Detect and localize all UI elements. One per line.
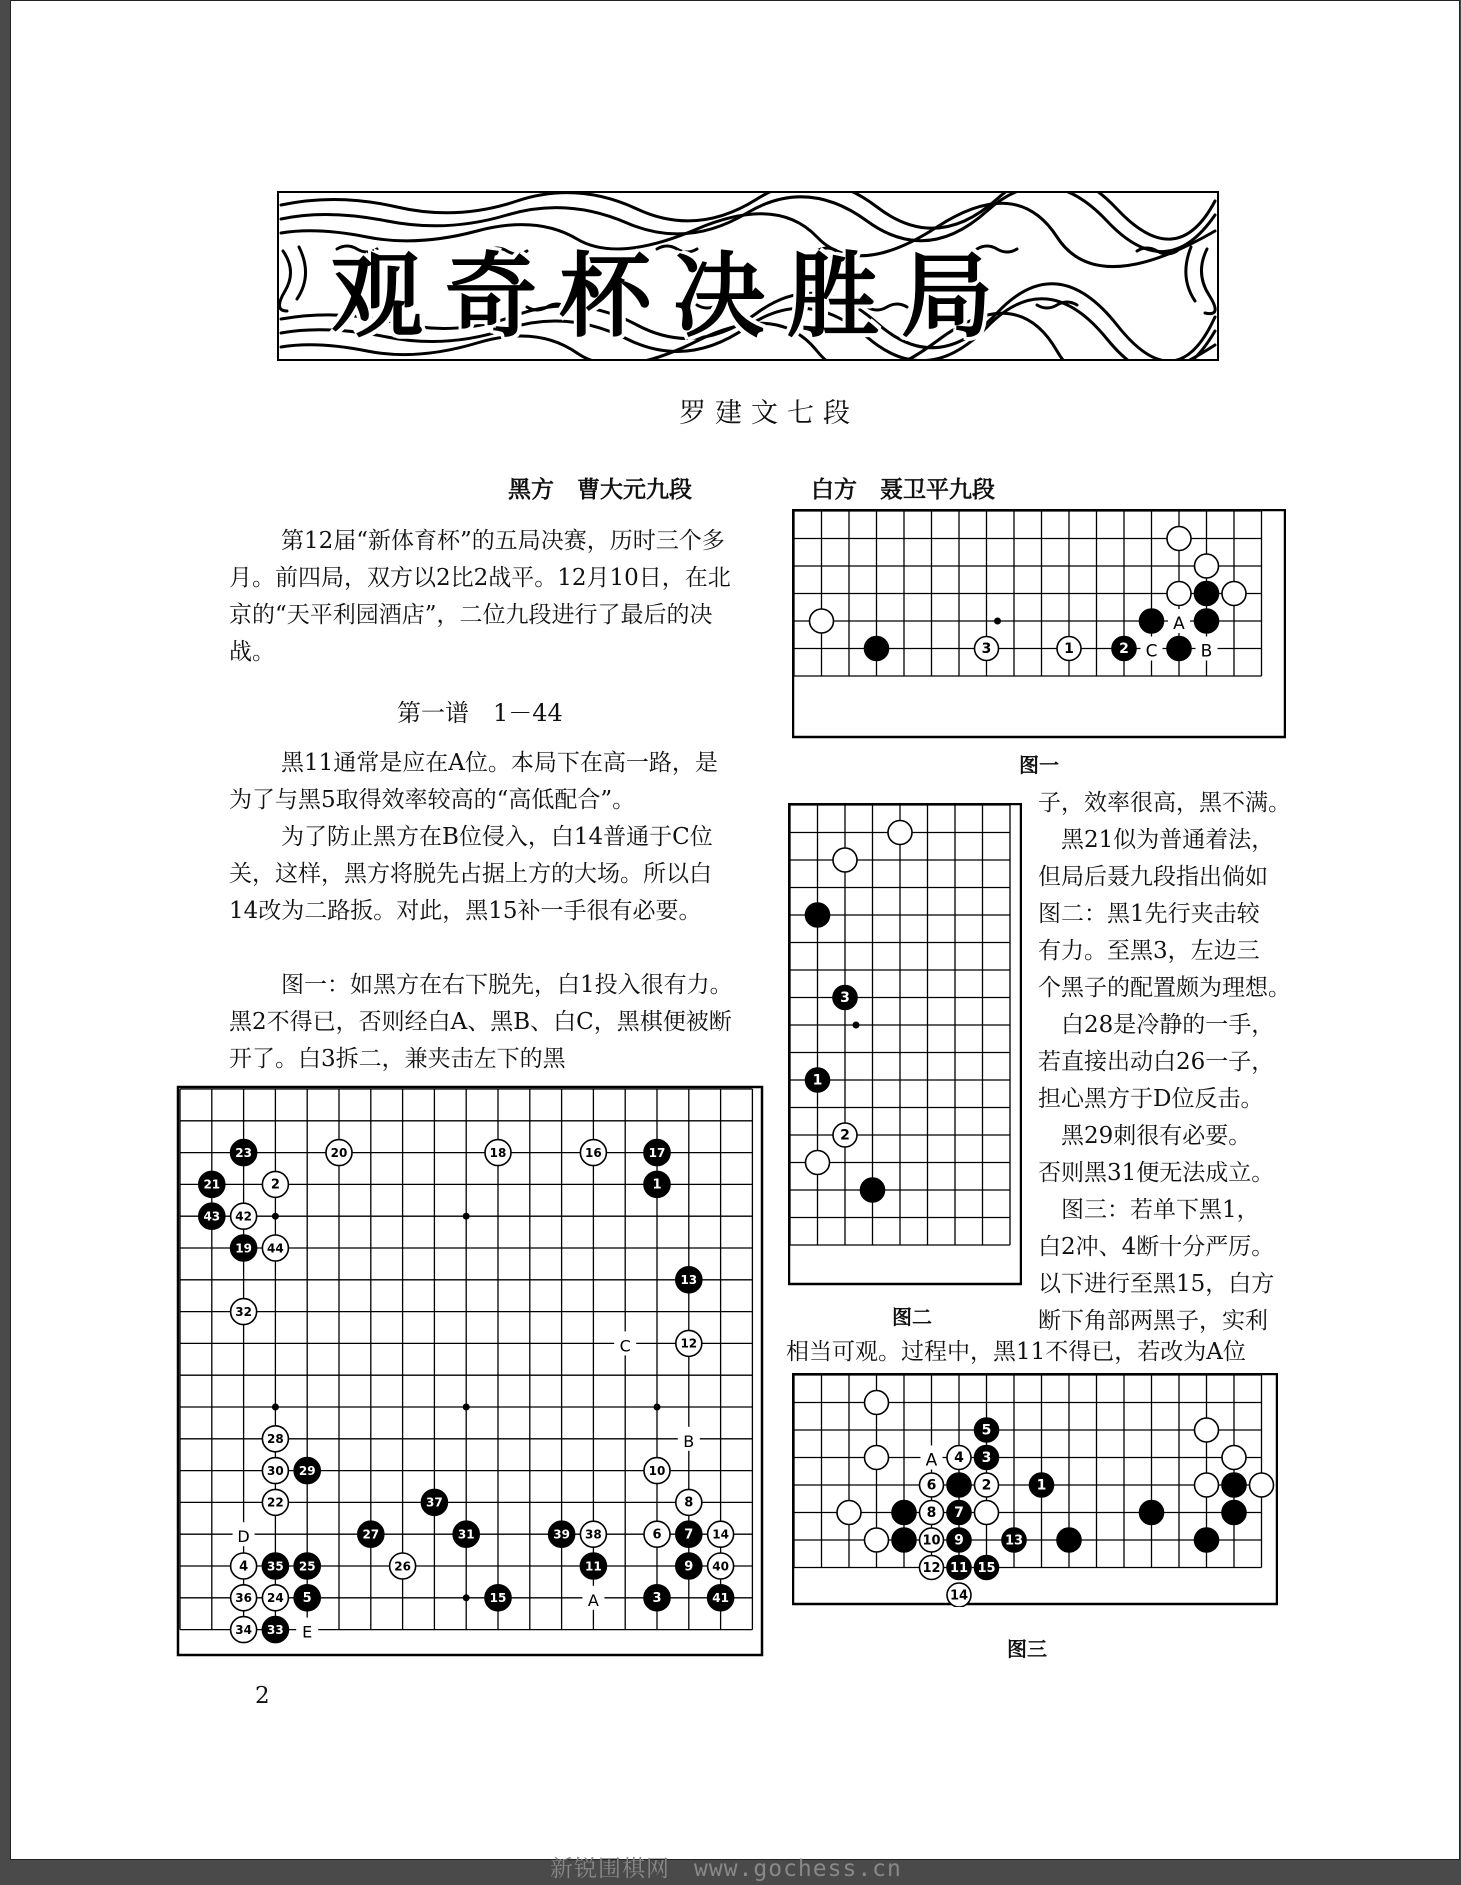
move-number: 11 [585,1559,602,1574]
white-stone [1167,527,1191,551]
move-number: 28 [267,1432,284,1447]
move-number: 43 [203,1209,221,1224]
move-number: 11 [949,1561,969,1577]
white-player-label: 白方 聂卫平九段 [811,476,995,503]
move-number: 12 [680,1336,698,1351]
white-stone [888,821,912,845]
move-number: 12 [922,1561,941,1577]
move-number: 31 [457,1527,475,1542]
figure-2-caption: 图二 [892,1305,932,1329]
board-label: B [1200,641,1213,662]
article-author: 罗建文七段 [679,398,859,429]
move-number: 20 [330,1145,348,1160]
move-number: 14 [712,1527,729,1542]
board-label: D [237,1527,250,1547]
star-point [272,1404,279,1411]
black-player-label: 黑方 曹大元九段 [508,476,692,503]
move-number: 25 [298,1559,316,1574]
board-label: A [587,1590,599,1610]
black-stone [947,1473,971,1497]
move-number: 26 [394,1559,411,1574]
right-text-line: 白28是冷静的一手， [1038,1012,1275,1038]
move-number: 8 [926,1505,937,1522]
star-point [853,1022,860,1029]
move-number: 18 [489,1145,507,1160]
right-text-line: 断下角部两黑子，实利 [1038,1308,1268,1334]
white-stone [1250,1473,1274,1497]
move-number: 6 [652,1527,662,1543]
move-number: 3 [981,1450,992,1467]
white-stone [810,609,834,633]
star-point [463,1404,470,1411]
right-text-line: 但局后聂九段指出倘如 [1038,864,1268,890]
move-number: 37 [426,1495,443,1510]
right-text-line: 黑21似为普通着法， [1038,827,1275,853]
move-number: 4 [954,1450,964,1467]
move-number: 16 [585,1145,602,1160]
figure-3-caption: 图三 [1007,1637,1047,1661]
page-number: 2 [255,1683,270,1709]
move-number: 40 [712,1559,729,1574]
white-stone [1195,1418,1219,1442]
right-text-line: 有力。至黑3，左边三 [1038,938,1260,964]
black-stone [1195,1528,1219,1552]
diagram-figure-2 [788,803,1022,1289]
white-stone [865,1446,889,1470]
site-watermark: 新锐围棋网 www.gochess.cn [550,1856,902,1882]
move-number: 6 [926,1477,937,1494]
right-text-line: 图三：若单下黑1， [1038,1197,1260,1223]
commentary-paragraph-2: 为了防止黑方在B位侵入，白14普通于C位关，这样，黑方将脱先占据上方的大场。所以白14改为二路扳。对此，黑15补一手很有必要。 [229,824,713,924]
move-number: 13 [680,1273,698,1288]
board-label: A [925,1450,938,1471]
white-stone [833,848,857,872]
move-number: 8 [684,1495,694,1511]
diagram-figure-1 [792,509,1286,739]
game-record-board [176,1085,766,1659]
move-number: 29 [298,1463,316,1478]
move-number: 5 [981,1422,992,1439]
move-number: 30 [267,1463,284,1478]
move-number: 7 [954,1505,964,1522]
move-number: 2 [270,1177,280,1193]
move-number: 44 [267,1241,284,1256]
move-number: 3 [981,641,992,658]
move-number: 17 [648,1145,666,1160]
move-number: 38 [585,1527,602,1542]
bottom-right-text-line: 相当可观。过程中，黑11不得已，若改为A位 [786,1339,1246,1365]
move-number: 1 [1064,641,1074,658]
move-number: 3 [840,990,850,1007]
right-text-line: 以下进行至黑15，白方 [1038,1271,1275,1297]
document-page [10,0,1460,1860]
white-stone [1222,1446,1246,1470]
board-label: C [1145,641,1158,662]
move-number: 41 [712,1591,729,1606]
black-stone [892,1528,916,1552]
move-number: 9 [954,1532,964,1549]
move-number: 23 [235,1145,252,1160]
black-stone [1222,1501,1246,1525]
black-stone [1057,1528,1081,1552]
black-stone [1167,637,1191,661]
move-number: 36 [235,1591,252,1606]
figure-1-caption: 图一 [1019,753,1059,777]
commentary-paragraph-3: 图一：如黑方在右下脱先，白1投入很有力。黑2不得已，否则经白A、黑B、白C，黑棋便被断开了。白3拆二，兼夹击左下的黑 [229,972,733,1072]
move-number: 27 [362,1527,380,1542]
white-stone [975,1501,999,1525]
move-number: 24 [267,1591,284,1606]
section-heading: 第一谱 1－44 [397,699,563,727]
star-point [654,1404,661,1411]
move-number: 19 [235,1241,252,1256]
right-text-line: 否则黑31便无法成立。 [1038,1160,1275,1186]
move-number: 15 [489,1591,507,1606]
move-number: 1 [652,1177,662,1193]
black-stone [861,1178,885,1202]
move-number: 1 [1036,1477,1047,1494]
move-number: 1 [812,1072,823,1089]
board-label: A [1173,614,1185,634]
board-label: B [683,1431,695,1451]
move-number: 15 [977,1561,996,1577]
move-number: 2 [981,1477,992,1494]
move-number: 2 [1119,641,1129,658]
move-number: 39 [553,1527,570,1542]
right-text-line: 图二：黑1先行夹击较 [1038,901,1260,927]
right-text-line: 担心黑方于D位反击。 [1038,1086,1264,1112]
move-number: 21 [203,1177,221,1192]
diagram-figure-3 [792,1373,1278,1607]
black-stone [1195,609,1219,633]
black-stone [1140,1501,1164,1525]
move-number: 5 [302,1591,312,1607]
right-text-line: 白2冲、4断十分严厉。 [1038,1234,1275,1260]
white-stone [865,1391,889,1415]
star-point [272,1213,279,1220]
board-label: E [302,1622,313,1642]
white-stone [1222,582,1246,606]
white-stone [1167,582,1191,606]
move-number: 9 [684,1559,694,1575]
star-point [463,1594,470,1601]
move-number: 10 [922,1533,941,1549]
move-number: 4 [239,1559,249,1575]
right-text-line: 黑29刺很有必要。 [1038,1123,1252,1149]
move-number: 35 [267,1559,284,1574]
black-stone [865,637,889,661]
star-point [463,1213,470,1220]
move-number: 7 [684,1527,694,1543]
move-number: 13 [1004,1533,1024,1549]
move-number: 33 [267,1622,284,1637]
move-number: 42 [235,1209,252,1224]
right-text-line: 个黑子的配置颇为理想。 [1038,975,1291,1001]
white-stone [1195,1473,1219,1497]
move-number: 22 [267,1495,284,1510]
right-text-line: 若直接出动白26一子， [1038,1049,1275,1075]
white-stone [837,1501,861,1525]
move-number: 3 [652,1591,662,1607]
black-stone [892,1501,916,1525]
move-number: 34 [235,1622,252,1637]
right-text-line: 子，效率很高，黑不满。 [1038,790,1291,816]
black-stone [1222,1473,1246,1497]
move-number: 14 [949,1588,969,1604]
white-stone [865,1528,889,1552]
move-number: 32 [235,1304,252,1319]
star-point [994,618,1001,625]
article-title: 观奇杯决胜局 [331,243,1016,350]
intro-paragraph: 第12届“新体育杯”的五局决赛，历时三个多月。前四局，双方以2比2战平。12月10日，在北京的“天平利园酒店”，二位九段进行了最后的决战。 [229,528,731,665]
commentary-paragraph-1: 黑11通常是应在A位。本局下在高一路，是为了与黑5取得效率较高的“高低配合”。 [229,750,718,813]
black-stone [1140,609,1164,633]
move-number: 10 [648,1463,666,1478]
board-label: C [619,1336,631,1356]
move-number: 2 [840,1127,850,1144]
black-stone [806,903,830,927]
right-column-text [1038,784,1298,1339]
white-stone [806,1151,830,1175]
white-stone [1195,554,1219,578]
black-stone [1195,582,1219,606]
